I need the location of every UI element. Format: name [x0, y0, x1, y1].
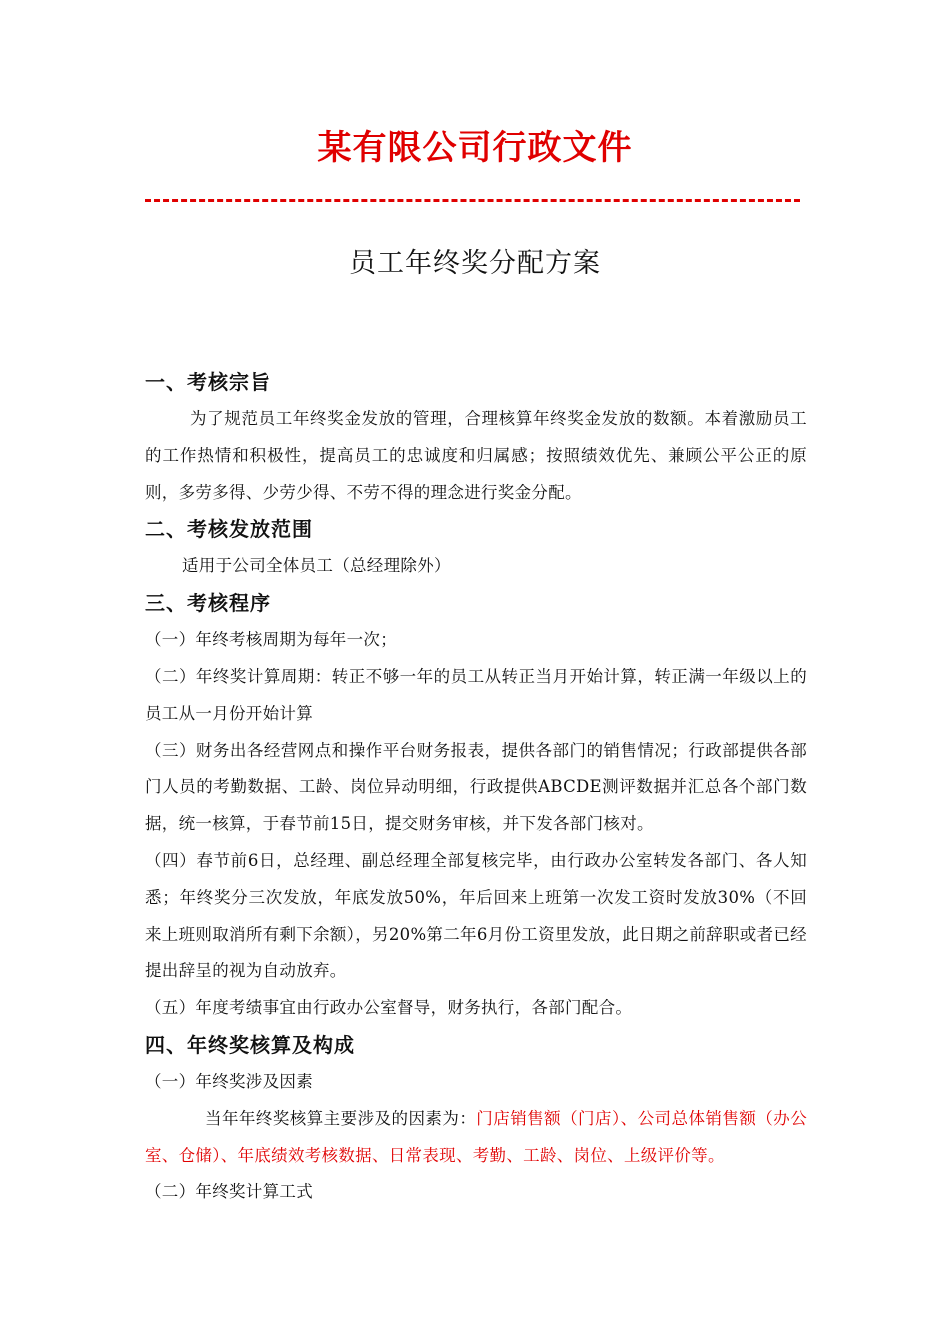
red-dashed-divider — [145, 199, 800, 208]
factors-highlight: 门店销售额（门店）、公司总体销售额（办公室、仓储）、年底绩效考核数据、日常表现、考勤、工龄、岗位、上级评价等。 — [145, 1108, 807, 1165]
procedure-item: （一）年终考核周期为每年一次； — [145, 630, 397, 650]
procedure-item: （三）财务出各经营网点和操作平台财务报表，提供各部门的销售情况；行政部提供各部门人员的考勤数据、工龄、岗位异动明细，行政提供ABCDE测评数据并汇总各个部门数据，统一核算，于春节前15日，提交财务审核，并下发各部门核对。 — [145, 740, 807, 834]
factors-paragraph — [145, 1101, 807, 1175]
section-heading-purpose: 一、考核宗旨 — [145, 370, 271, 394]
section-heading-scope: 二、考核发放范围 — [145, 517, 313, 542]
section-paragraph-scope: 适用于公司全体员工（总经理除外） — [182, 556, 451, 576]
document-title: 员工年终奖分配方案 — [349, 248, 601, 279]
section-heading-procedure: 三、考核程序 — [145, 591, 271, 616]
section-heading-calculation: 四、年终奖核算及构成 — [145, 1032, 355, 1057]
subsection-heading-formula: （二）年终奖计算工式 — [145, 1182, 313, 1202]
company-document-header: 某有限公司行政文件 — [317, 128, 633, 168]
procedure-item: （四）春节前6日，总经理、副总经理全部复核完毕，由行政办公室转发各部门、各人知悉；年终奖分三次发放，年底发放50%，年后回来上班第一次发工资时发放30%（不回来上班则取消所有剩下余额），另20%第二年6月份工资里发放，此日期之前辞职或者已经提出辞呈的视为自动放弃。 — [145, 850, 807, 981]
subsection-heading-factors: （一）年终奖涉及因素 — [145, 1071, 313, 1091]
factors-intro: 当年年终奖核算主要涉及的因素为： — [205, 1108, 477, 1128]
procedure-item: （五）年度考绩事宜由行政办公室督导，财务执行，各部门配合。 — [145, 998, 633, 1018]
procedure-item: （二）年终奖计算周期：转正不够一年的员工从转正当月开始计算，转正满一年级以上的员工从一月份开始计算 — [145, 666, 807, 723]
section-paragraph-purpose: 为了规范员工年终奖金发放的管理，合理核算年终奖金发放的数额。本着激励员工的工作热情和积极性，提高员工的忠诚度和归属感；按照绩效优先、兼顾公平公正的原则，多劳多得、少劳少得、不劳不得的理念进行奖金分配。 — [145, 409, 807, 502]
document-body — [145, 364, 807, 1211]
